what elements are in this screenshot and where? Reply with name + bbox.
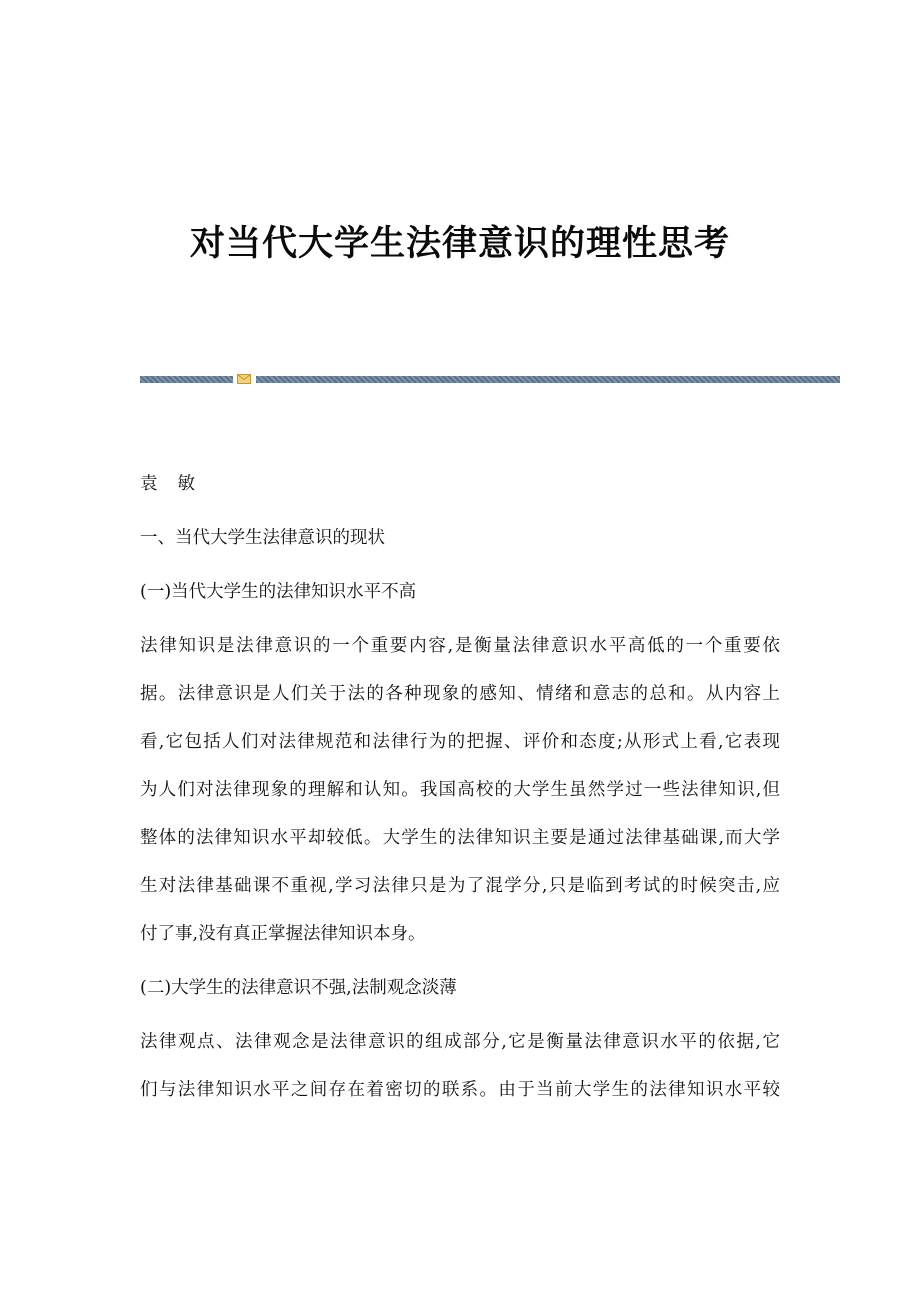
paragraph-line: 法律观点、法律观念是法律意识的组成部分,它是衡量法律意识水平的依据,它 [140,1032,780,1052]
paragraph [140,632,780,948]
section-heading: 一、当代大学生法律意识的现状 [140,528,385,548]
divider-bar-left [140,376,233,383]
paragraph-line: 看,它包括人们对法律规范和法律行为的把握、评价和态度;从形式上看,它表现 [140,732,780,752]
title-divider [140,374,840,384]
author-name: 袁敏 [140,474,215,494]
paragraph-line: 生对法律基础课不重视,学习法律只是为了混学分,只是临到考试的时候突击,应 [140,876,780,896]
paragraph-line: 们与法律知识水平之间存在着密切的联系。由于当前大学生的法律知识水平较 [140,1080,780,1100]
envelope-icon [237,374,251,384]
paragraph-line: 整体的法律知识水平却较低。大学生的法律知识主要是通过法律基础课,而大学 [140,828,780,848]
document-body [140,470,780,1124]
paragraph-line: 为人们对法律现象的理解和认知。我国高校的大学生虽然学过一些法律知识,但 [140,780,780,800]
subsection-heading: (一)当代大学生的法律知识水平不高 [140,582,417,602]
paragraph-line: 法律知识是法律意识的一个重要内容,是衡量法律意识水平高低的一个重要依 [140,636,780,656]
paragraph-line: 据。法律意识是人们关于法的各种现象的感知、情绪和意志的总和。从内容上 [140,684,780,704]
page-title: 对当代大学生法律意识的理性思考 [189,224,730,264]
paragraph-line: 付了事,没有真正掌握法律知识本身。 [140,924,426,944]
subsection-heading: (二)大学生的法律意识不强,法制观念淡薄 [140,978,457,998]
paragraph [140,1028,780,1104]
divider-bar-right [256,376,840,383]
